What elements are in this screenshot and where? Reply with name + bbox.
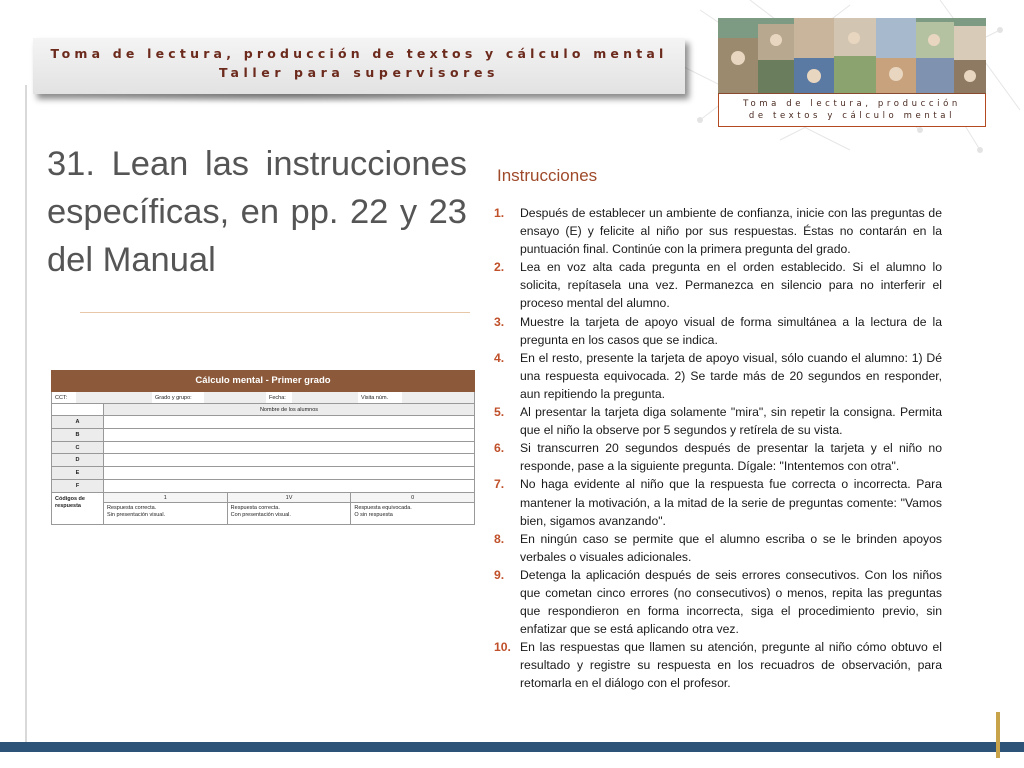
item-text: En el resto, presente la tarjeta de apoyo visual, sólo cuando el alumno: 1) Dé una respuesta equivocada. 2) Se tarde más de 20 segundos en responder, aun repitiendo la pregunta. bbox=[520, 350, 942, 401]
code-desc-line: Respuesta equivocada. bbox=[354, 504, 412, 511]
names-blank-cell bbox=[52, 404, 104, 415]
meta-grado: Grado y grupo: bbox=[155, 395, 192, 401]
codes-label: Códigos de respuesta bbox=[52, 493, 104, 524]
item-number: 5. bbox=[494, 405, 505, 420]
item-number: 6. bbox=[494, 441, 505, 456]
meta-visita: Visita núm. bbox=[361, 395, 389, 401]
table-row bbox=[51, 416, 475, 429]
header-title: Toma de lectura, producción de textos y cálculo mental bbox=[50, 46, 668, 61]
code-description bbox=[351, 503, 474, 521]
table-row bbox=[51, 467, 475, 480]
item-text: Lea en voz alta cada pregunta en el orden establecido. Si el alumno lo solicita, repítasela una vez. Permanezca en silencio para no interferir el proceso mental del alumno. bbox=[520, 260, 942, 311]
name-field bbox=[104, 416, 474, 428]
name-field bbox=[104, 429, 474, 441]
code-value: 0 bbox=[351, 493, 474, 503]
meta-fecha-field bbox=[292, 392, 358, 403]
program-logo-caption bbox=[718, 94, 986, 127]
table-row bbox=[51, 454, 475, 467]
table-row bbox=[51, 442, 475, 455]
table-row bbox=[51, 429, 475, 442]
item-text: Al presentar la tarjeta diga solamente "mira", sin repetir la consigna. Permita que el niño la observe por 5 segundos y retírela de su vista. bbox=[520, 405, 942, 438]
list-item bbox=[494, 638, 942, 692]
row-letter: F bbox=[52, 480, 104, 492]
row-letter: B bbox=[52, 429, 104, 441]
code-value: 1 bbox=[104, 493, 227, 503]
code-description bbox=[228, 503, 351, 521]
logo-line-1: Toma de lectura, producción bbox=[743, 99, 961, 109]
meta-cct-field bbox=[76, 392, 152, 403]
code-desc-line: O sin respuesta bbox=[354, 511, 393, 518]
list-item bbox=[494, 475, 942, 529]
item-text: No haga evidente al niño que la respuesta fue correcta o incorrecta. Para mantener la motivación, a la mitad de la serie de preguntas comente: "Vamos bien, sigamos avanzando". bbox=[520, 477, 942, 528]
list-item bbox=[494, 313, 942, 349]
item-text: Si transcurren 20 segundos después de presentar la tarjeta y el niño no responde, pase a la siguiente pregunta. Dígale: "Intentemos con otra". bbox=[520, 441, 942, 474]
code-desc-line: Respuesta correcta. bbox=[230, 504, 280, 511]
code-column bbox=[104, 493, 228, 524]
list-item bbox=[494, 349, 942, 403]
item-number: 2. bbox=[494, 260, 505, 275]
code-desc-line: Sin presentación visual. bbox=[107, 511, 166, 518]
name-field bbox=[104, 454, 474, 466]
meta-grado-field bbox=[204, 392, 266, 403]
meta-cct: CCT: bbox=[55, 395, 68, 401]
code-description bbox=[104, 503, 227, 521]
logo-line-2: de textos y cálculo mental bbox=[748, 111, 956, 121]
row-letter: E bbox=[52, 467, 104, 479]
item-number: 3. bbox=[494, 314, 505, 329]
form-meta-row bbox=[51, 392, 475, 404]
list-item bbox=[494, 403, 942, 439]
meta-visita-field bbox=[402, 392, 474, 403]
row-letter: D bbox=[52, 454, 104, 466]
code-desc-line: Respuesta correcta. bbox=[107, 504, 157, 511]
footer-bar bbox=[0, 742, 1024, 752]
item-number: 7. bbox=[494, 477, 505, 492]
item-number: 9. bbox=[494, 567, 505, 582]
name-field bbox=[104, 480, 474, 492]
slide-title: 31. Lean las instrucciones específicas, en pp. 22 y 23 del Manual bbox=[47, 145, 467, 279]
item-text: Después de establecer un ambiente de confianza, inicie con las preguntas de ensayo (E) y felicite al niño por sus respuestas. Éstas no contarán en la puntuación final. Continúe con la primera pregunta del grado. bbox=[520, 206, 942, 257]
instructions-heading: Instrucciones bbox=[497, 166, 598, 185]
names-header-row bbox=[51, 404, 475, 416]
list-item bbox=[494, 204, 942, 258]
item-text: En ningún caso se permite que el alumno escriba o se le brinden apoyos verbales o visuales adicionales. bbox=[520, 531, 942, 564]
list-item bbox=[494, 566, 942, 638]
instructions-list bbox=[494, 204, 942, 693]
item-text: Muestre la tarjeta de apoyo visual de forma simultánea a la lectura de la pregunta en los casos que se indica. bbox=[520, 314, 942, 347]
photo-collage bbox=[718, 18, 986, 94]
list-item bbox=[494, 530, 942, 566]
item-text: Detenga la aplicación después de seis errores consecutivos. Con los niños que cometan cinco errores (no consecutivos) o menos, repita las preguntas que respondieron en forma incorrecta, siga el procedimiento previo, sin enfatizar que se está aplicando otra vez. bbox=[520, 567, 942, 637]
row-letter: A bbox=[52, 416, 104, 428]
name-field bbox=[104, 442, 474, 454]
name-field bbox=[104, 467, 474, 479]
left-accent-rail bbox=[25, 85, 27, 745]
item-number: 1. bbox=[494, 206, 505, 220]
response-codes-row bbox=[51, 493, 475, 525]
item-text: En las respuestas que llamen su atención, pregunte al niño cómo obtuvo el resultado y registre su respuesta en los recuadros de observación, para retomarla en el diálogo con el profesor. bbox=[520, 640, 942, 691]
item-number: 8. bbox=[494, 531, 505, 546]
item-number: 4. bbox=[494, 350, 505, 365]
footer-accent-tick bbox=[996, 712, 1000, 758]
item-number: 10. bbox=[494, 640, 511, 655]
meta-fecha: Fecha: bbox=[269, 395, 286, 401]
calculation-form-table bbox=[51, 370, 475, 525]
table-row bbox=[51, 480, 475, 493]
form-title: Cálculo mental - Primer grado bbox=[51, 370, 475, 392]
row-letter: C bbox=[52, 442, 104, 454]
names-header: Nombre de los alumnos bbox=[104, 404, 474, 415]
title-divider bbox=[80, 312, 470, 313]
header-subtitle: Taller para supervisores bbox=[218, 65, 500, 80]
code-column bbox=[351, 493, 474, 524]
collage-photos bbox=[718, 18, 986, 94]
code-desc-line: Con presentación visual. bbox=[230, 511, 291, 518]
code-column bbox=[228, 493, 352, 524]
list-item bbox=[494, 439, 942, 475]
list-item bbox=[494, 258, 942, 312]
code-value: 1V bbox=[228, 493, 351, 503]
header-banner bbox=[33, 38, 685, 94]
